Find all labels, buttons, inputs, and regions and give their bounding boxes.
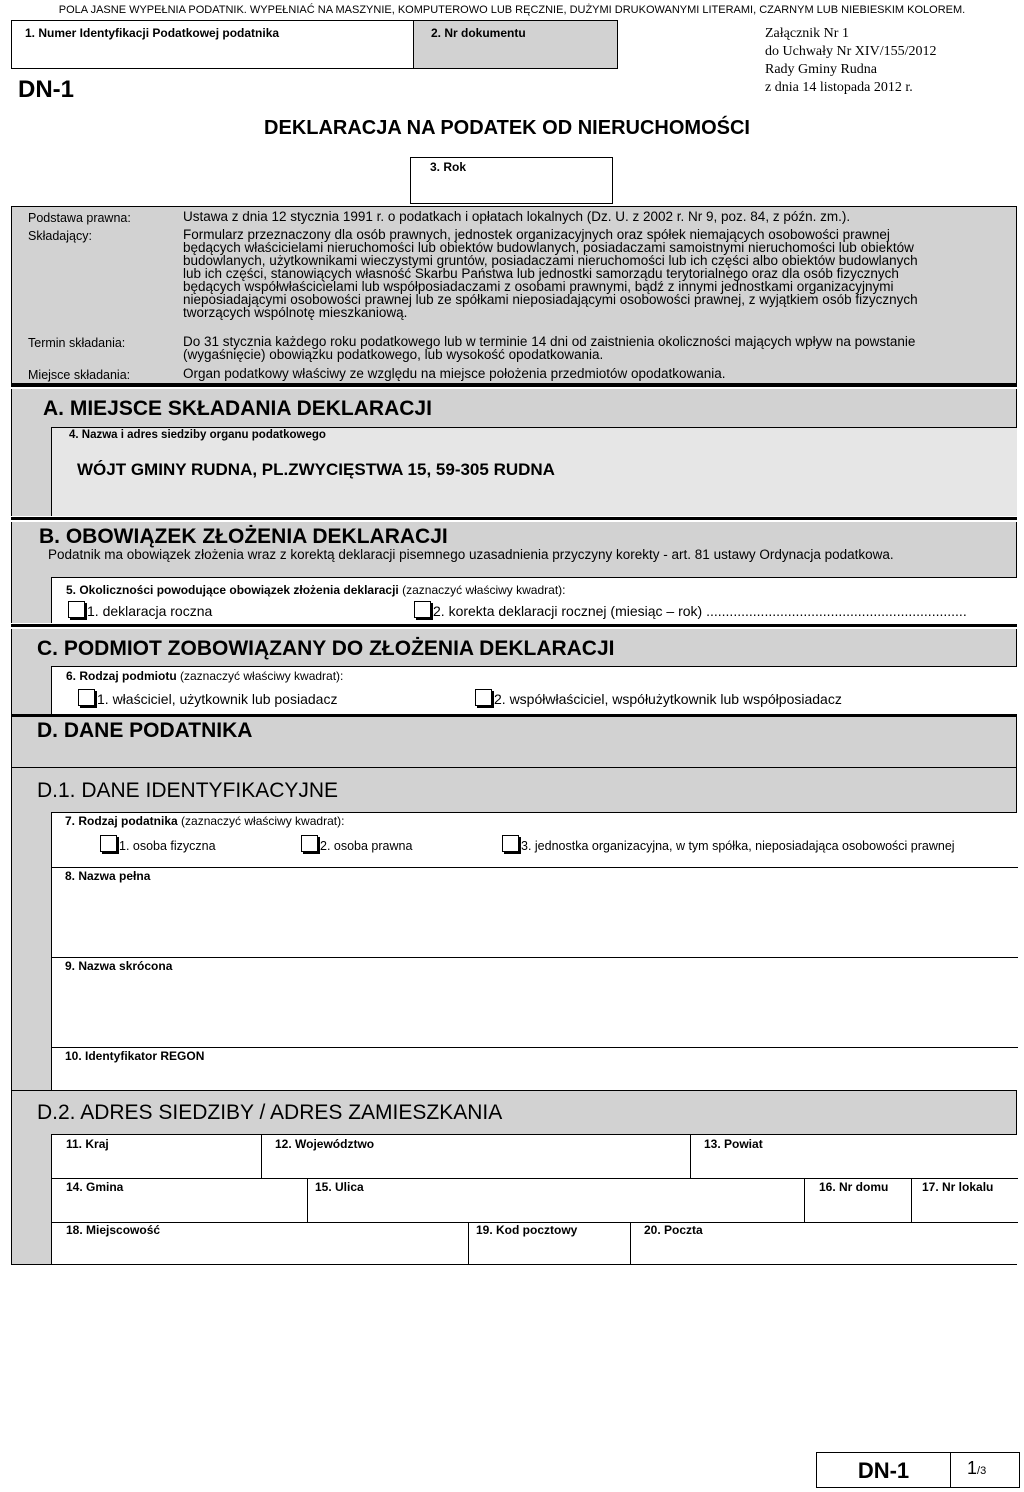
legal-basis-block (11, 206, 1017, 384)
short-name-label: 9. Nazwa skrócona (65, 959, 173, 973)
locality-field[interactable] (52, 1223, 468, 1265)
legal-line: tworzących wspólnotę mieszkaniową. (183, 305, 408, 320)
legal-key: Składający: (28, 229, 92, 243)
post-office-field[interactable] (630, 1223, 1018, 1265)
locality-label: 18. Miejscowość (66, 1223, 161, 1237)
legal-text (183, 210, 1003, 223)
document-number-label: 2. Nr dokumentu (431, 26, 526, 40)
checkbox-icon[interactable] (414, 601, 431, 618)
section-b-title: B. OBOWIĄZEK ZŁOŻENIA DEKLARACJI (39, 525, 448, 548)
county-field[interactable] (690, 1135, 1018, 1178)
legal-line: (wygaśnięcie) obowiązku podatkowego, lub wysokość opodatkowania. (183, 347, 604, 362)
legal-text (183, 335, 1008, 361)
nip-field[interactable] (11, 20, 414, 69)
option-legal-person[interactable] (301, 835, 412, 853)
postal-code-field[interactable] (468, 1223, 630, 1265)
postal-code-label: 19. Kod pocztowy (476, 1223, 578, 1237)
option-annual-label: 1. deklaracja roczna (87, 603, 213, 619)
street-field[interactable] (307, 1179, 804, 1222)
entity-type-field (51, 666, 1017, 714)
legal-line: Organ podatkowy właściwy ze względu na miejsce położenia przedmiotów opodatkowania. (183, 366, 726, 381)
year-label: 3. Rok (430, 160, 467, 174)
legal-line: budowlanych, użytkownikami wieczystymi gruntów, posiadaczami nieruchomości lub ich części albo obiektów budowlanych (183, 253, 918, 268)
tax-office-field (51, 427, 1017, 516)
legal-line: lub ich części, stanowiących własność Skarbu Państwa lub jednostki samorządu terytorialnego oraz dla osób fizycznych (183, 266, 899, 281)
checkbox-icon[interactable] (68, 601, 85, 618)
legal-key: Miejsce składania: (28, 368, 131, 382)
obligation-label-text: 5. Okoliczności powodujące obowiązek złożenia deklaracji (66, 583, 399, 597)
full-name-label: 8. Nazwa pełna (65, 869, 151, 883)
tax-office-value: WÓJT GMINY RUDNA, PL.ZWYCIĘSTWA 15, 59-305 RUDNA (77, 460, 555, 479)
legal-key: Termin składania: (28, 336, 126, 350)
section-divider (11, 624, 1017, 627)
checkbox-icon[interactable] (475, 689, 492, 706)
tax-office-label: 4. Nazwa i adres siedziby organu podatkowego (69, 429, 326, 441)
option-owner-label: 1. właściciel, użytkownik lub posiadacz (97, 691, 338, 707)
section-divider (12, 767, 1016, 768)
option-natural-person-label: 1. osoba fizyczna (119, 839, 216, 853)
annex-line: z dnia 14 listopada 2012 r. (765, 80, 913, 95)
regon-label: 10. Identyfikator REGON (65, 1049, 205, 1063)
entity-type-hint: (zaznaczyć właściwy kwadrat): (180, 669, 344, 683)
document-number-field (413, 20, 618, 69)
legal-line: Do 31 stycznia każdego roku podatkowego lub w terminie 14 dni od zaistnienia okoliczności mających wpływ na powstanie (183, 334, 916, 349)
option-organizational-unit-label: 3. jednostka organizacyjna, w tym spółka, nieposiadająca osobowości prawnej (521, 839, 955, 853)
option-natural-person[interactable] (100, 835, 216, 853)
country-label: 11. Kraj (66, 1137, 109, 1151)
post-office-label: 20. Poczta (644, 1223, 703, 1237)
legal-line: Formularz przeznaczony dla osób prawnych, jednostek organizacyjnych oraz spółek niemających osobowości prawnej (183, 227, 890, 242)
section-a-title: A. MIEJSCE SKŁADANIA DEKLARACJI (43, 397, 432, 420)
apartment-number-label: 17. Nr lokalu (922, 1180, 994, 1194)
fill-instructions: POLA JASNE WYPEŁNIA PODATNIK. WYPEŁNIAĆ NA MASZYNIE, KOMPUTEROWO LUB RĘCZNIE, DUŻYMI DRUKOWANYMI LITERAMI, CZARNYM LUB NIEBIESKIM KOLOREM. (58, 4, 966, 16)
section-b (11, 522, 1017, 623)
option-annual[interactable] (68, 601, 212, 619)
option-correction[interactable] (414, 601, 967, 619)
option-co-owner[interactable] (475, 689, 842, 707)
legal-text (183, 228, 1008, 319)
page-current: 1 (967, 1458, 978, 1478)
footer-form-code: DN-1 (817, 1453, 951, 1487)
full-name-field[interactable] (52, 867, 1018, 957)
legal-line: Ustawa z dnia 12 stycznia 1991 r. o podatkach i opłatach lokalnych (Dz. U. z 2002 r. Nr 9, poz. 84, z późn. zm.). (183, 209, 851, 224)
nip-label: 1. Numer Identyfikacji Podatkowej podatnika (25, 26, 280, 40)
section-divider (12, 1090, 1016, 1091)
obligation-label (66, 583, 565, 597)
taxpayer-type-label-text: 7. Rodzaj podatnika (65, 814, 178, 828)
county-label: 13. Powiat (704, 1137, 763, 1151)
year-field[interactable] (410, 157, 613, 204)
page-number (967, 1458, 986, 1479)
checkbox-icon[interactable] (502, 835, 519, 852)
street-label: 15. Ulica (315, 1180, 364, 1194)
annex-line: Załącznik Nr 1 (765, 26, 849, 41)
house-number-field[interactable] (804, 1179, 911, 1222)
footer-box (816, 1452, 1020, 1488)
address-fields (51, 1134, 1017, 1264)
voivodeship-label: 12. Województwo (275, 1137, 375, 1151)
obligation-field (51, 577, 1017, 623)
document-title: DEKLARACJA NA PODATEK OD NIERUCHOMOŚCI (264, 117, 750, 139)
entity-type-label (66, 669, 343, 683)
legal-key: Podstawa prawna: (28, 211, 131, 225)
section-divider (11, 517, 1017, 520)
checkbox-icon[interactable] (78, 689, 95, 706)
obligation-hint: (zaznaczyć właściwy kwadrat): (402, 583, 566, 597)
checkbox-icon[interactable] (100, 835, 117, 852)
short-name-field[interactable] (52, 957, 1018, 1047)
option-organizational-unit[interactable] (502, 835, 955, 853)
page-total: /3 (977, 1465, 987, 1477)
option-legal-person-label: 2. osoba prawna (320, 839, 413, 853)
option-correction-label: 2. korekta deklaracji rocznej (miesiąc – rok) ................................................................... (433, 603, 967, 619)
regon-field[interactable] (52, 1047, 1018, 1091)
annex-line: do Uchwały Nr XIV/155/2012 (765, 44, 937, 59)
section-a (11, 389, 1017, 516)
section-d (11, 717, 1017, 1265)
section-c-title: C. PODMIOT ZOBOWIĄZANY DO ZŁOŻENIA DEKLARACJI (37, 637, 615, 660)
country-field[interactable] (52, 1135, 261, 1178)
legal-line: będących właścicielami nieruchomości lub obiektów budowlanych, posiadaczami samoistnymi nieruchomości lub obiektów (183, 240, 914, 255)
commune-field[interactable] (52, 1179, 307, 1222)
option-owner[interactable] (78, 689, 337, 707)
legal-text (183, 367, 1008, 380)
checkbox-icon[interactable] (301, 835, 318, 852)
identification-fields (51, 812, 1017, 1090)
legal-line: nieposiadającymi osobowości prawnej lub ze spółkami nieposiadającymi osobowości prawnej, z wyjątkiem osób fizycznych (183, 292, 918, 307)
section-c (11, 629, 1017, 714)
annex-note (765, 25, 936, 97)
voivodeship-field[interactable] (261, 1135, 690, 1178)
form-code: DN-1 (18, 76, 75, 103)
annex-line: Rady Gminy Rudna (765, 62, 877, 77)
section-b-note: Podatnik ma obowiązek złożenia wraz z korektą deklaracji pisemnego uzasadnienia przyczyny korekty - art. 81 ustawy Ordynacja podatkowa. (48, 547, 894, 562)
legal-line: będących współwłaścicielami lub współposiadaczami z osobami prawnymi, bądź z innymi jednostkami organizacyjnymi (183, 279, 894, 294)
taxpayer-type-label (65, 814, 344, 828)
option-co-owner-label: 2. współwłaściciel, współużytkownik lub współposiadacz (494, 691, 842, 707)
commune-label: 14. Gmina (66, 1180, 124, 1194)
taxpayer-type-hint: (zaznaczyć właściwy kwadrat): (181, 814, 345, 828)
apartment-number-field[interactable] (911, 1179, 1018, 1222)
house-number-label: 16. Nr domu (819, 1180, 889, 1194)
section-d1-title: D.1. DANE IDENTYFIKACYJNE (37, 779, 339, 802)
section-d-title: D. DANE PODATNIKA (37, 719, 253, 742)
entity-type-label-text: 6. Rodzaj podmiotu (66, 669, 177, 683)
section-d2-title: D.2. ADRES SIEDZIBY / ADRES ZAMIESZKANIA (37, 1101, 503, 1124)
section-divider (11, 384, 1017, 387)
